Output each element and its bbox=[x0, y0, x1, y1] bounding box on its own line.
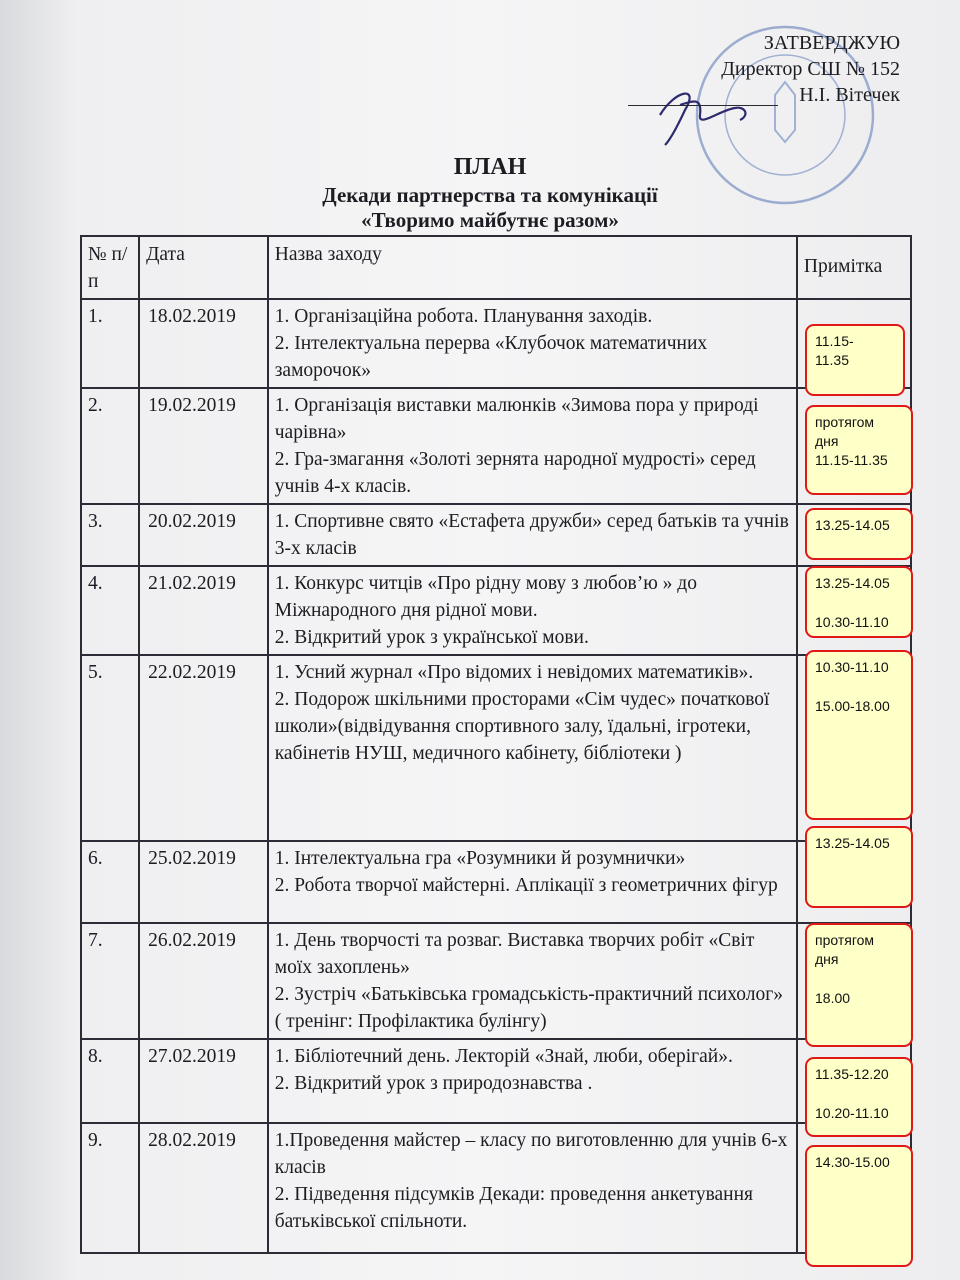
event-item: 2. Відкритий урок з української мови. bbox=[274, 627, 589, 648]
note-line: дня bbox=[815, 951, 839, 967]
table-row bbox=[81, 923, 911, 1039]
table-row bbox=[81, 504, 911, 566]
table-row bbox=[81, 299, 911, 388]
note-line: 13.25-14.05 bbox=[815, 835, 890, 851]
event-item: 2. Інтелектуальна перерва «Клубочок математичних заморочок» bbox=[274, 333, 708, 381]
row-number: 8. bbox=[81, 1039, 139, 1123]
row-date: 22.02.2019 bbox=[139, 655, 268, 841]
event-item: 2. Зустріч «Батьківська громадськість-практичний психолог» ( тренінг: Профілактика булінгу) bbox=[274, 984, 783, 1032]
event-item: 1. Інтелектуальна гра «Розумники й розумнички» bbox=[274, 848, 686, 869]
header-note: Примітка bbox=[797, 236, 911, 299]
table-header-row bbox=[81, 236, 911, 299]
row-events bbox=[268, 1039, 797, 1123]
plan-title: ПЛАН bbox=[453, 154, 527, 180]
table-row bbox=[81, 655, 911, 841]
row-number: 7. bbox=[81, 923, 139, 1039]
row-events bbox=[268, 299, 797, 388]
row-number: 5. bbox=[81, 655, 139, 841]
note-line: протягом bbox=[815, 932, 875, 948]
header-event: Назва заходу bbox=[268, 236, 797, 299]
row-date: 20.02.2019 bbox=[139, 504, 268, 566]
note-spacer bbox=[815, 677, 903, 697]
event-item: 2. Подорож шкільними просторами «Сім чудес» початкової школи»(відвідування спортивного залу, їдальні, ігротеки, кабінетів НУШ, медичного кабінету, бібліотеки ) bbox=[274, 689, 770, 764]
row-number: 3. bbox=[81, 504, 139, 566]
note-line: 13.25-14.05 bbox=[815, 517, 890, 533]
note-line: 18.00 bbox=[815, 990, 851, 1006]
event-item: 1. Спортивне свято «Естафета дружби» серед батьків та учнів 3-х класів bbox=[274, 511, 789, 559]
time-note bbox=[805, 1145, 913, 1267]
note-spacer bbox=[815, 1084, 903, 1104]
time-note bbox=[805, 826, 913, 908]
row-number: 9. bbox=[81, 1123, 139, 1253]
note-spacer bbox=[815, 593, 903, 613]
event-item: 1. Усний журнал «Про відомих і невідомих математиків». bbox=[274, 662, 754, 683]
event-item: 2. Підведення підсумків Декади: проведення анкетування батьківської спільноти. bbox=[274, 1184, 754, 1232]
time-note bbox=[805, 508, 913, 560]
header-number: № п/п bbox=[81, 236, 139, 299]
note-line: протягом bbox=[815, 414, 875, 430]
table-row bbox=[81, 1123, 911, 1253]
event-item: 1. Організація виставки малюнків «Зимова пора у природі чарівна» bbox=[274, 395, 759, 443]
note-line: 10.30-11.10 bbox=[815, 659, 889, 675]
row-date: 21.02.2019 bbox=[139, 566, 268, 655]
row-date: 27.02.2019 bbox=[139, 1039, 268, 1123]
table-row bbox=[81, 566, 911, 655]
event-item: 1. Конкурс читців «Про рідну мову з любов’ю » до Міжнародного дня рідної мови. bbox=[274, 573, 697, 621]
time-note bbox=[805, 650, 913, 820]
note-line: 13.25-14.05 bbox=[815, 575, 890, 591]
event-item: 2. Робота творчої майстерні. Аплікації з геометричних фігур bbox=[274, 875, 778, 896]
header-date: Дата bbox=[139, 236, 268, 299]
row-date: 28.02.2019 bbox=[139, 1123, 268, 1253]
signature-line bbox=[628, 105, 778, 106]
note-line: 11.35 bbox=[815, 352, 849, 368]
plan-subtitle: Декади партнерства та комунікації bbox=[322, 183, 658, 207]
plan-table bbox=[80, 235, 912, 1254]
time-note bbox=[805, 1057, 913, 1137]
row-events bbox=[268, 566, 797, 655]
table-row bbox=[81, 1039, 911, 1123]
approve-label: ЗАТВЕРДЖУЮ bbox=[763, 32, 900, 54]
event-item: 2. Відкритий урок з природознавства . bbox=[274, 1073, 593, 1094]
row-events bbox=[268, 388, 797, 504]
row-events bbox=[268, 655, 797, 841]
approval-block bbox=[600, 30, 900, 108]
event-item: 1. День творчості та розваг. Виставка творчих робіт «Світ моїх захоплень» bbox=[274, 930, 755, 978]
row-events bbox=[268, 923, 797, 1039]
table-row bbox=[81, 841, 911, 923]
event-item: 1. Бібліотечний день. Лекторій «Знай, люби, оберігай». bbox=[274, 1046, 733, 1067]
note-line: 10.20-11.10 bbox=[815, 1105, 889, 1121]
row-number: 6. bbox=[81, 841, 139, 923]
row-date: 25.02.2019 bbox=[139, 841, 268, 923]
director-position: Директор СШ № 152 bbox=[721, 58, 900, 80]
note-line: дня bbox=[815, 433, 839, 449]
row-date: 26.02.2019 bbox=[139, 923, 268, 1039]
event-item: 1.Проведення майстер – класу по виготовленню для учнів 6-х класів bbox=[274, 1130, 788, 1178]
row-number: 2. bbox=[81, 388, 139, 504]
row-date: 18.02.2019 bbox=[139, 299, 268, 388]
time-note bbox=[805, 566, 913, 638]
time-note bbox=[805, 405, 913, 495]
note-line: 11.15-11.35 bbox=[815, 452, 888, 468]
note-line: 11.15- bbox=[815, 333, 854, 349]
row-events bbox=[268, 1123, 797, 1253]
note-line: 15.00-18.00 bbox=[815, 698, 890, 714]
note-spacer bbox=[815, 969, 903, 989]
time-note bbox=[805, 923, 913, 1047]
director-name: Н.І. Вітечек bbox=[799, 84, 900, 106]
note-line: 14.30-15.00 bbox=[815, 1154, 890, 1170]
row-number: 1. bbox=[81, 299, 139, 388]
row-number: 4. bbox=[81, 566, 139, 655]
row-date: 19.02.2019 bbox=[139, 388, 268, 504]
event-item: 1. Організаційна робота. Планування заходів. bbox=[274, 306, 653, 327]
note-line: 10.30-11.10 bbox=[815, 614, 889, 630]
plan-motto: «Творимо майбутнє разом» bbox=[361, 208, 619, 232]
row-events bbox=[268, 841, 797, 923]
event-item: 2. Гра-змагання «Золоті зернята народної мудрості» серед учнів 4-х класів. bbox=[274, 449, 756, 497]
row-events bbox=[268, 504, 797, 566]
time-note bbox=[805, 324, 905, 396]
note-line: 11.35-12.20 bbox=[815, 1066, 889, 1082]
table-row bbox=[81, 388, 911, 504]
